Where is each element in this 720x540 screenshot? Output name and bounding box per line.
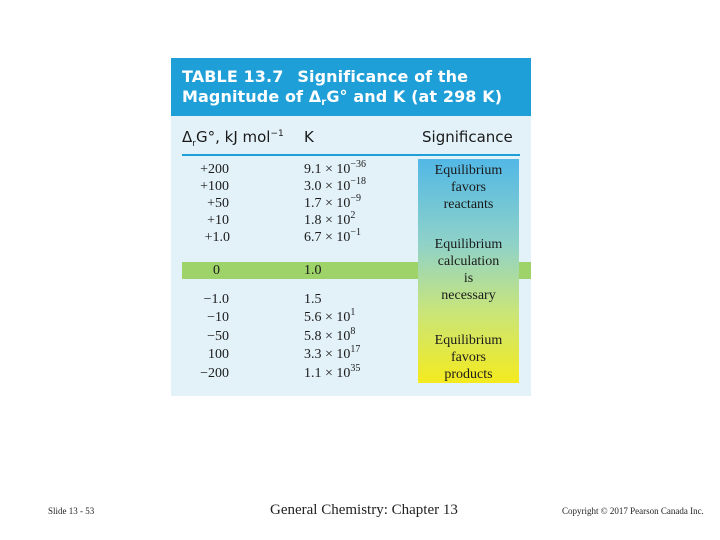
k-exponent: 1 [350, 307, 356, 318]
row-k [304, 365, 360, 382]
table-number: TABLE 13.7 [182, 67, 284, 86]
title-part-b: G° and K (at 298 K) [326, 87, 503, 106]
k-exponent: −1 [350, 227, 362, 238]
row-k [304, 291, 322, 308]
table-title-line1 [182, 67, 468, 86]
row-k [304, 229, 361, 246]
k-mantissa: 1.1 × 10 [304, 366, 351, 381]
footer-title: General Chemistry: Chapter 13 [270, 502, 458, 518]
column-header-significance: Significance [422, 128, 513, 146]
k-mantissa: 3.0 × 10 [304, 179, 351, 194]
col-dg-delta: Δ [182, 128, 193, 146]
k-mantissa: 9.1 × 10 [304, 162, 351, 177]
sig-line: Equilibrium [434, 333, 503, 348]
row-delta-g: 100 [208, 347, 229, 362]
table-title-line2 [182, 87, 502, 108]
row-delta-g: −50 [207, 329, 229, 344]
k-mantissa: 1.7 × 10 [304, 196, 351, 211]
row-k [304, 328, 355, 345]
column-header-k: K [304, 128, 314, 146]
k-mantissa: 1.0 [304, 263, 322, 278]
k-mantissa: 3.3 × 10 [304, 347, 351, 362]
row-delta-g: +10 [207, 213, 229, 228]
row-k [304, 346, 360, 363]
table-title-text: Significance of the [297, 67, 469, 86]
k-exponent: 2 [350, 210, 356, 221]
k-exponent: −36 [350, 159, 367, 170]
sig-line: necessary [441, 288, 496, 303]
column-header-delta-g [182, 128, 284, 149]
col-dg-text: G°, kJ mol [195, 128, 271, 146]
k-exponent: −18 [350, 176, 367, 187]
sig-line: is [463, 271, 474, 286]
k-exponent: 17 [350, 344, 361, 355]
sig-line: Equilibrium [434, 237, 503, 252]
row-delta-g: −1.0 [203, 292, 229, 307]
col-dg-superscript: −1 [270, 129, 284, 139]
header-rule [182, 154, 520, 156]
sig-line: Equilibrium [434, 163, 503, 178]
row-k [304, 212, 355, 229]
k-mantissa: 5.6 × 10 [304, 310, 351, 325]
k-mantissa: 1.5 [304, 292, 322, 307]
row-k [304, 309, 355, 326]
row-delta-g: +50 [207, 196, 229, 211]
k-exponent: 8 [350, 326, 356, 337]
k-mantissa: 1.8 × 10 [304, 213, 351, 228]
k-exponent: −9 [350, 193, 362, 204]
significance-reactants [418, 162, 519, 213]
sig-line: favors [451, 180, 486, 195]
row-delta-g: +200 [200, 162, 229, 177]
sig-line: calculation [437, 254, 500, 269]
k-exponent: 35 [350, 363, 361, 374]
table-title [171, 58, 531, 116]
title-part-a: Magnitude of Δ [182, 87, 322, 106]
row-delta-g: +100 [200, 179, 229, 194]
row-k [304, 262, 322, 279]
copyright-notice: Copyright © 2017 Pearson Canada Inc. [562, 506, 704, 516]
k-mantissa: 6.7 × 10 [304, 230, 351, 245]
significance-products [418, 332, 519, 383]
sig-line: reactants [443, 197, 494, 212]
sig-line: favors [451, 350, 486, 365]
row-delta-g: 0 [213, 263, 220, 278]
row-delta-g: −10 [207, 310, 229, 325]
row-delta-g: +1.0 [204, 230, 230, 245]
significance-calculation [418, 236, 519, 304]
sig-line: products [444, 367, 493, 382]
title-subscript: r [321, 97, 327, 108]
table-13-7 [171, 58, 531, 396]
k-mantissa: 5.8 × 10 [304, 329, 351, 344]
col-dg-subscript: r [192, 139, 196, 149]
slide-number: Slide 13 - 53 [48, 506, 95, 516]
row-delta-g: −200 [200, 366, 229, 381]
